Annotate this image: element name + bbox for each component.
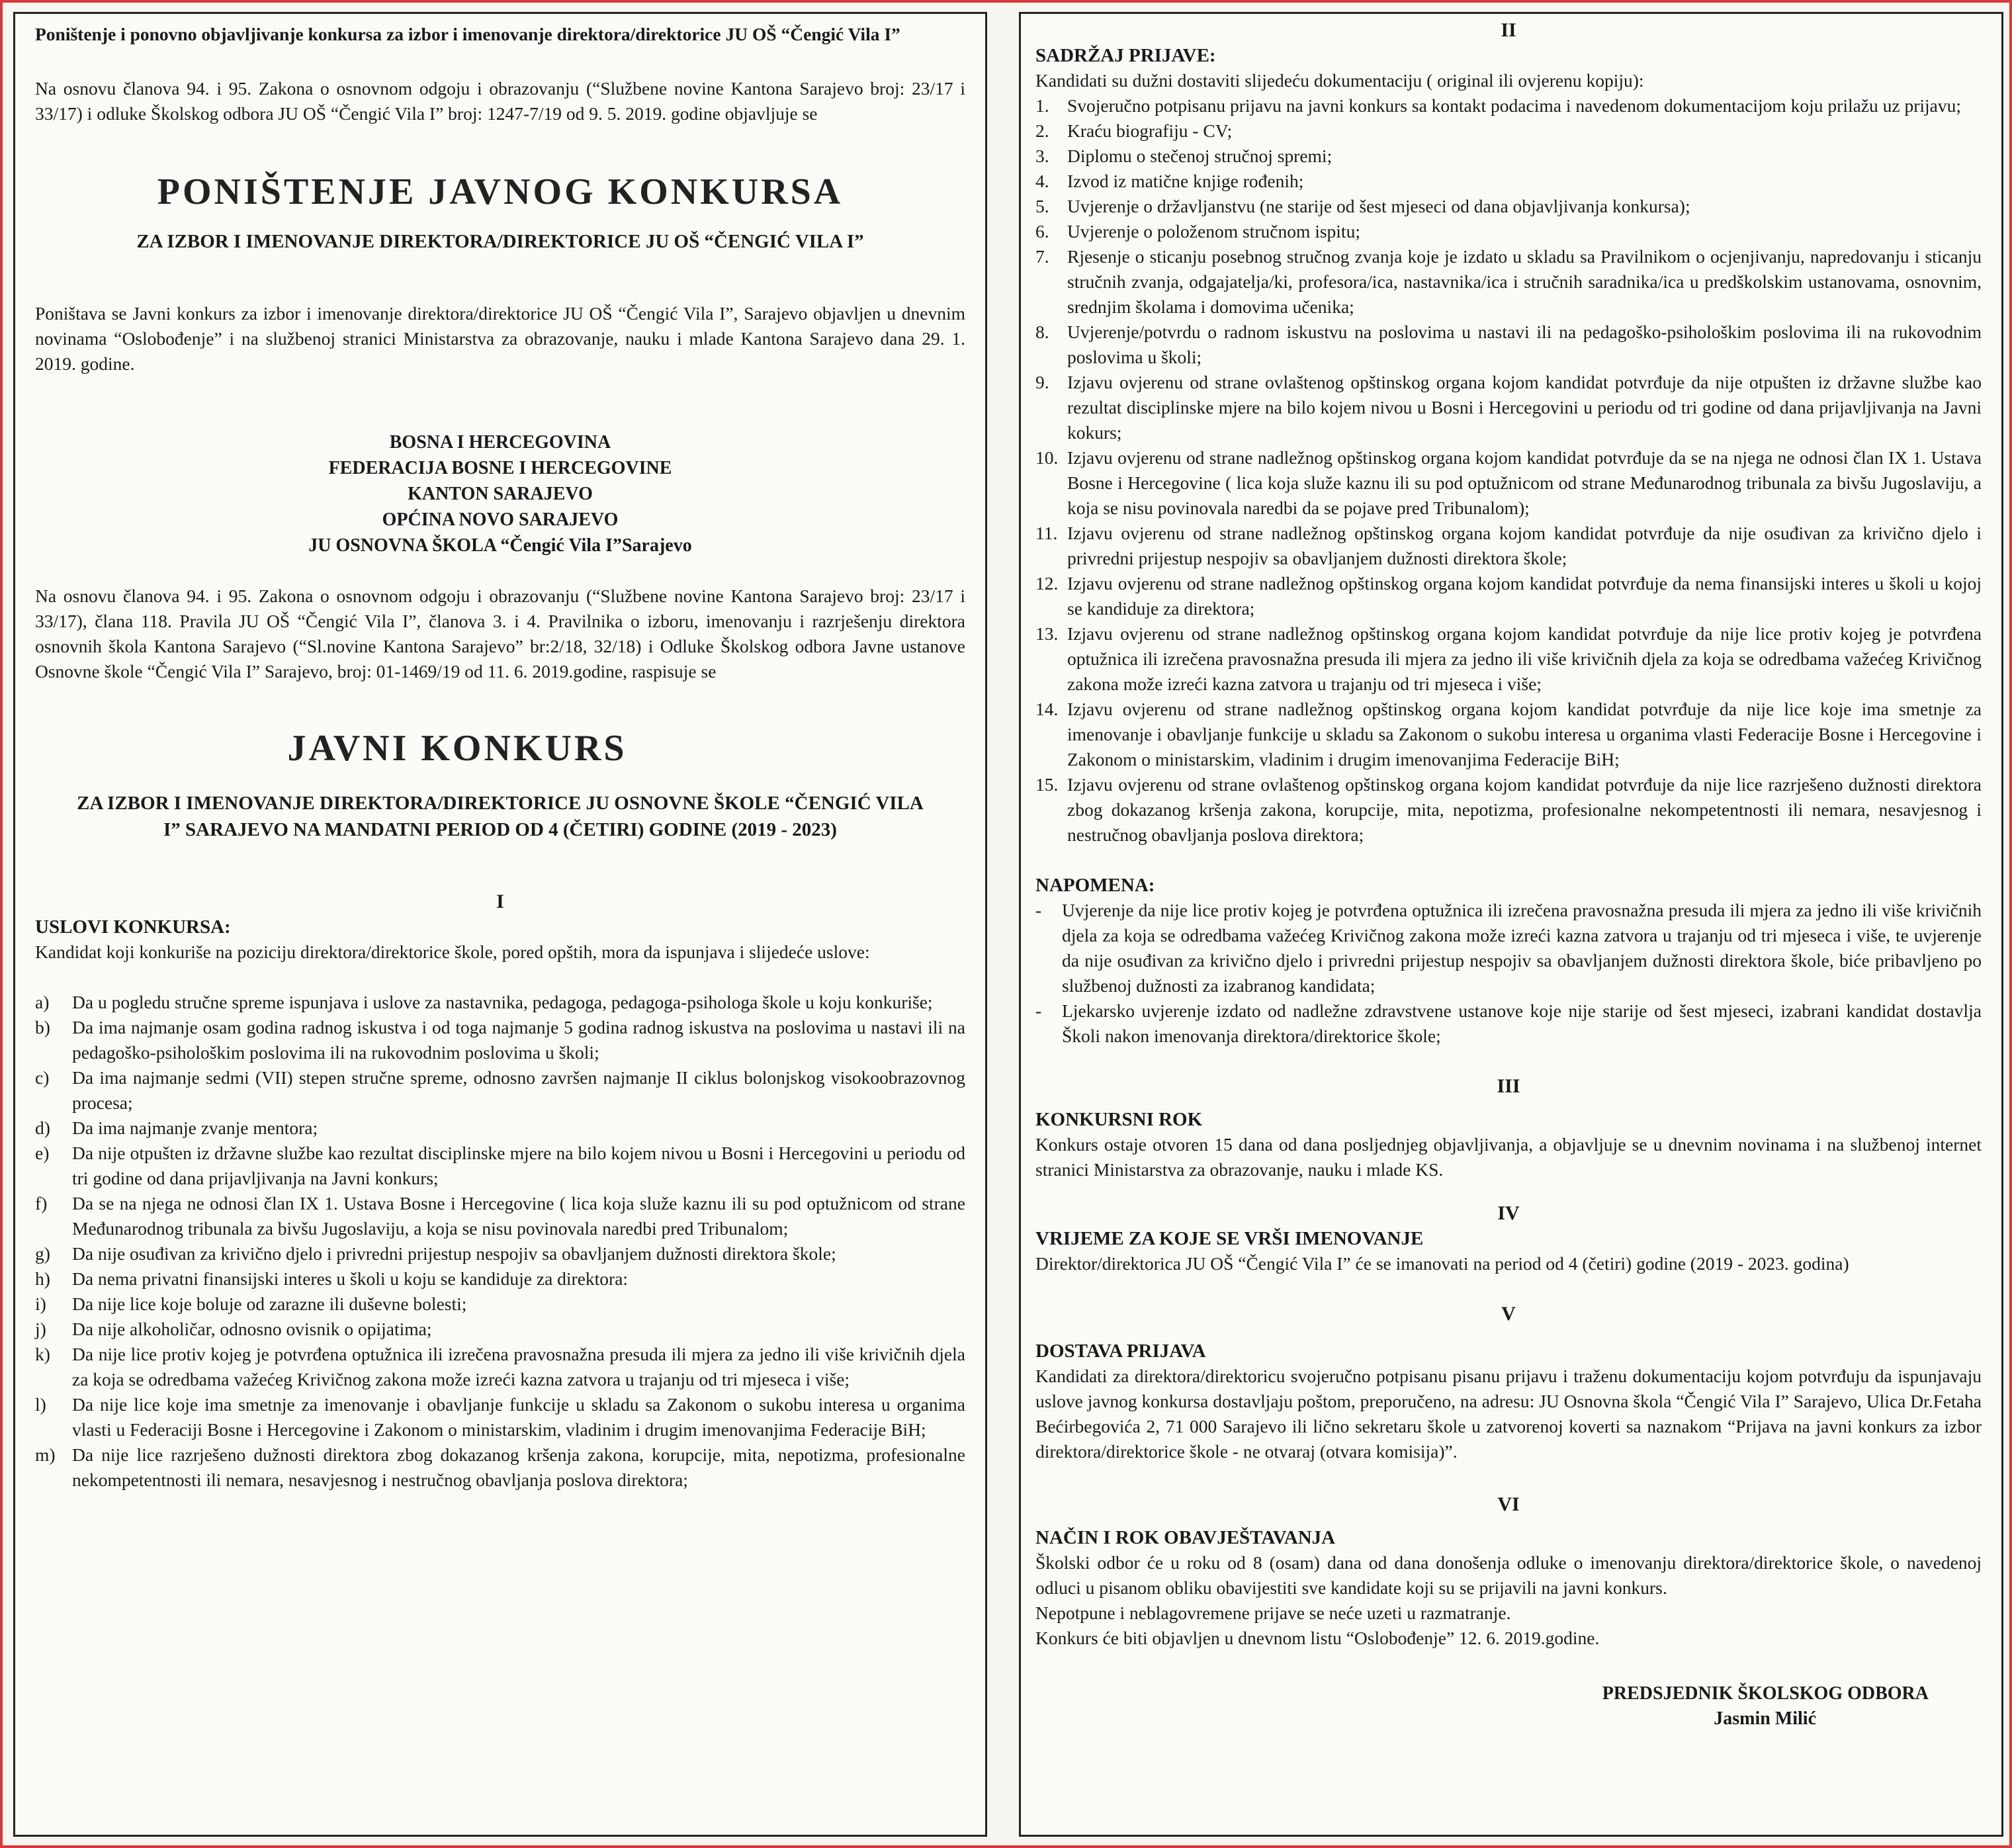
header-line: BOSNA I HERCEGOVINA xyxy=(389,432,611,453)
contest-subtitle: ZA IZBOR I IMENOVANJE DIREKTORA/DIREKTORICE JU OSNOVNE ŠKOLE “ČENGIĆ VILA I” SARAJEVO NA MANDATNI PERIOD OD 4 (ČETIRI) GODINE (2019 - 2023) xyxy=(77,793,924,840)
section-text: Konkurs će biti objavljen u dnevnom listu “Oslobođenje” 12. 6. 2019.godine. xyxy=(1035,1628,1600,1648)
section-number: IV xyxy=(1497,1202,1520,1224)
signature-block xyxy=(1035,1681,1982,1732)
annulment-text: Poništava se Javni konkurs za izbor i imenovanje direktora/direktorice JU OŠ “Čengić Vila I”, Sarajevo objavljen u dnevnim novinama “Oslobođenje” i na službenoj stranici Ministarstva za obrazovanje, nauku i mlade Kantona Sarajevo dana 29. 1. 2019. godine. xyxy=(35,303,965,374)
list-item: f) Da se na njega ne odnosi član IX 1. Ustava Bosne i Hercegovine ( lica koja služe kaznu ili su pod optužnicom od strane Međunarodnog tribunala za bivšu Jugoslaviju, a koja se nisu povinovala naredbi pred Tribunalom; xyxy=(35,1193,965,1239)
header-line: OPĆINA NOVO SARAJEVO xyxy=(382,509,619,530)
list-item: 4. Izvod iz matične knjige rođenih; xyxy=(1035,171,1304,191)
list-item: j) Da nije alkoholičar, odnosno ovisnik o opijatima; xyxy=(35,1319,432,1339)
section-heading: KONKURSNI ROK xyxy=(1035,1109,1203,1130)
section-text: Direktor/direktorica JU OŠ “Čengić Vila I” će se imanovati na period od 4 (četiri) godine (2019 - 2023. godina) xyxy=(1035,1253,1849,1274)
section-heading: DOSTAVA PRIJAVA xyxy=(1035,1341,1206,1362)
list-item: 12. Izjavu ovjerenu od strane nadležnog opštinskog organa kojom kandidat potvrđuje da nema finansijski interes u školi u kojoj se kandiduje za direktora; xyxy=(1035,573,1982,619)
annulment-heading: Poništenje i ponovno objavljivanje konkursa za izbor i imenovanje direktora/direktorice JU OŠ “Čengić Vila I” xyxy=(35,24,900,44)
list-item: 5. Uvjerenje o državljanstvu (ne starije od šest mjeseci od dana objavljivanja konkursa); xyxy=(1035,196,1690,216)
list-item: 3. Diplomu o stečenoj stručnoj spremi; xyxy=(1035,146,1333,166)
list-item: l) Da nije lice koje ima smetnje za imenovanje i obavljanje funkcije u skladu sa Zakonom o sukobu interesa u organima vlasti u Federaciji Bosne i Hercegovine i Zakonom o ministarskim, vladinim i drugim imenovanjima Federacije BiH; xyxy=(35,1394,965,1440)
signature-name: Jasmin Milić xyxy=(1714,1708,1816,1729)
contest-title: JAVNI KONKURS xyxy=(287,728,627,769)
section-heading: SADRŽAJ PRIJAVE: xyxy=(1035,45,1216,66)
section-text: Nepotpune i neblagovremene prijave se neće uzeti u razmatranje. xyxy=(1035,1603,1511,1623)
header-line: KANTON SARAJEVO xyxy=(408,484,593,504)
section-heading: USLOVI KONKURSA: xyxy=(35,916,231,938)
left-column xyxy=(13,12,987,1837)
annulment-intro: Na osnovu članova 94. i 95. Zakona o osnovnom odgoju i obrazovanju (“Službene novine Kantona Sarajevo broj: 23/17 i 33/17) i odluke Školskog odbora JU OŠ “Čengić Vila I” broj: 1247-7/19 od 9. 5. 2019. godine objavljuje se xyxy=(35,78,965,124)
list-item: 9. Izjavu ovjerenu od strane ovlaštenog opštinskog organa kojom kandidat potvrđuje da nije otpušten iz državne službe kao rezultat disciplinske mjere na bilo kojem nivou u Bosni i Hercegovini u periodu od tri godine od dana prijavljivanja na Javni kokurs; xyxy=(1035,372,1982,443)
list-item: m) Da nije lice razrješeno dužnosti direktora zbog dokazanog kršenja zakona, korupcije, mita, nepotizma, profesionalne nekompetentnosti ili nemara, nesavjesnog i nestručnog obavljanja poslova direktora; xyxy=(35,1444,965,1490)
section-number: VI xyxy=(1497,1493,1520,1515)
list-item: i) Da nije lice koje boluje od zarazne ili duševne bolesti; xyxy=(35,1294,467,1314)
list-item: - Uvjerenje da nije lice protiv kojeg je potvrđena optužnica ili izrečena pravosnažna presuda ili mjera za jedno ili više krivičnih djela za koja se odredbama važećeg Krivičnog zakona može izreći kazna zatvora u trajanju od tri mjeseca i više, te uvjerenje da nije osuđivan za krivično djelo i privredni prijestup nespojiv sa obavljanjem dužnosti direktora škole, biće pribavljeno po službenoj dužnosti za izabranog kandidata; xyxy=(1035,900,1982,996)
list-item: e) Da nije otpušten iz državne službe kao rezultat disciplinske mjere na bilo kojem nivou u Bosni i Hercegovini u periodu od tri godine od dana prijavljivanja na Javni konkurs; xyxy=(35,1143,965,1188)
header-line: JU OSNOVNA ŠKOLA “Čengić Vila I”Sarajevo xyxy=(308,535,692,556)
list-item: - Ljekarsko uvjerenje izdato od nadležne zdravstvene ustanove koje nije starije od šest mjeseci, izabrani kandidat dostavlja Školi nakon imenovanja direktora/direktorice škole; xyxy=(1035,1000,1982,1046)
list-item: g) Da nije osuđivan za krivično djelo i privredni prijestup nespojiv sa obavljanjem dužnosti direktora škole; xyxy=(35,1243,836,1264)
conditions-list xyxy=(35,990,965,1493)
note-heading: NAPOMENA: xyxy=(1035,875,1155,896)
list-item: b) Da ima najmanje osam godina radnog iskustva i od toga najmanje 5 godina radnog iskustva na poslovima u nastavi ili na pedagoško-psihološkim poslovima ili na rukovodnim poslovima u školi; xyxy=(35,1017,965,1063)
list-item: 15. Izjavu ovjerenu od strane ovlaštenog opštinskog organa kojom kandidat potvrđuje da nije lice razrješeno dužnosti direktora zbog dokazanog kršenja zakona, korupcije, mita, nepotizma, profesionalne nekompetentnosti ili nemara, nesavjesnog i nestručnog obavljanja poslova direktora; xyxy=(1035,774,1982,845)
list-item: 13. Izjavu ovjerenu od strane nadležnog opštinskog organa kojom kandidat potvrđuje da nije lice protiv kojeg je potvrđena optužnica ili izrečena pravosnažna presuda ili mjera za jedno ili više krivičnih djela za koja se odredbama važećeg Krivičnog zakona može izreći kazna zatvora u trajanju od tri mjeseca i više; xyxy=(1035,623,1982,694)
list-item: 1. Svojeručno potpisanu prijavu na javni konkurs sa kontakt podacima i navedenom dokumentacijom koju prilažu uz prijavu; xyxy=(1035,95,1962,116)
list-item: k) Da nije lice protiv kojeg je potvrđena optužnica ili izrečena pravosnažna presuda ili mjera za jedno ili više krivičnih djela za koja se odredbama važećeg Krivičnog zakona može izreći kazna zatvora u trajanju od tri mjeseca i više; xyxy=(35,1344,965,1389)
section-text: Kandidati za direktora/direktoricu svojeručno potpisanu pisanu prijavu i traženu dokumentaciju kojom potvrđuju da ispunjavaju uslove javnog konkursa dostavljaju poštom, preporučeno, na adresu: JU Osnovna škola “Čengić Vila I” Sarajevo, Ulica Dr.Fetaha Bećirbegovića 2, 71 000 Sarajevo ili lično sekretaru škole u zatvorenoj koverti sa naznakom “Prijava na javni konkurs za izbor direktora/direktorice škole - ne otvaraj (otvara komisija)”. xyxy=(1035,1366,1982,1462)
documents-list xyxy=(1035,93,1982,848)
list-item: 7. Rjesenje o sticanju posebnog stručnog zvanja koje je izdato u skladu sa Pravilnikom o ocjenjivanju, napredovanju i sticanju stručnih zvanja, odgajatelja/ki, profesora/ica, nastavnika/ica i stručnih saradnika/ica u predškolskim ustanovama, osnovnim, srednjim školama i domovima učenika; xyxy=(1035,246,1982,317)
list-item: h) Da nema privatni finansijski interes u školi u koju se kandiduje za direktora: xyxy=(35,1268,629,1289)
list-item: d) Da ima najmanje zvanje mentora; xyxy=(35,1118,318,1138)
section-text: Školski odbor će u roku od 8 (osam) dana od dana donošenja odluke o imenovanju direktora/direktorice škole, o navedenoj odluci u pisanom obliku obavijestiti sve kandidate koji su se prijavili na javni konkurs. xyxy=(1035,1552,1982,1598)
section-text: Konkurs ostaje otvoren 15 dana od dana posljednjeg objavljivanja, a objavljuje se u dnevnim novinama i na službenoj internet stranici Ministarstva za obrazovanje, nauku i mlade KS. xyxy=(1035,1134,1982,1180)
contest-intro: Na osnovu članova 94. i 95. Zakona o osnovnom odgoju i obrazovanju (“Službene novine Kantona Sarajevo broj: 23/17 i 33/17), člana 118. Pravila JU OŠ “Čengić Vila I”, članova 3. i 4. Pravilnika o izboru, imenovanju i razrješenju direktora osnovnih škola Kantona Sarajevo (“Sl.novine Kantona Sarajevo” br:2/18, 32/18) i Odluke Školskog odbora Javne ustanove Osnovne škole “Čengić Vila I” Sarajevo, broj: 01-1469/19 od 11. 6. 2019.godine, raspisuje se xyxy=(35,586,965,682)
signature-title: PREDSJEDNIK ŠKOLSKOG ODBORA xyxy=(1602,1683,1929,1704)
header-line: FEDERACIJA BOSNE I HERCEGOVINE xyxy=(328,458,672,478)
section-intro: Kandidati su dužni dostaviti slijedeću dokumentaciju ( original ili ovjerenu kopiju): xyxy=(1035,70,1644,91)
institution-header xyxy=(35,429,965,558)
list-item: 2. Kraću biografiju - CV; xyxy=(1035,120,1233,141)
section-heading: NAČIN I ROK OBAVJEŠTAVANJA xyxy=(1035,1527,1336,1548)
section-number: III xyxy=(1497,1075,1520,1097)
notes-list xyxy=(1035,898,1982,1049)
section-heading: VRIJEME ZA KOJE SE VRŠI IMENOVANJE xyxy=(1035,1228,1424,1249)
annulment-title: PONIŠTENJE JAVNOG KONKURSA xyxy=(157,171,844,212)
section-number: V xyxy=(1501,1303,1516,1325)
list-item: 10. Izjavu ovjerenu od strane nadležnog opštinskog organa kojom kandidat potvrđuje da se na njega ne odnosi član IX 1. Ustava Bosne i Hercegovine ( lica koja služe kaznu ili su pod optužnicom od strane Međunarodnog tribunala za bivšu Jugoslaviju, a koja se nisu povinovala naredbi da se pojave pred Tribunalom); xyxy=(1035,447,1982,518)
list-item: a) Da u pogledu stručne spreme ispunjava i uslove za nastavnika, pedagoga, pedagoga-psihologa škole u koju konkuriše; xyxy=(35,992,933,1012)
section-number: II xyxy=(1501,19,1516,41)
right-column xyxy=(1019,12,2003,1837)
annulment-subtitle: ZA IZBOR I IMENOVANJE DIREKTORA/DIREKTORICE JU OŠ “ČENGIĆ VILA I” xyxy=(136,231,864,252)
list-item: 8. Uvjerenje/potvrdu o radnom iskustvu na poslovima u nastavi ili na pedagoško-psihološkim poslovima ili na rukovodnim poslovima u školi; xyxy=(1035,322,1982,367)
list-item: 14. Izjavu ovjerenu od strane nadležnog opštinskog organa kojom kandidat potvrđuje da nije lice koje ima smetnje za imenovanje i obavljanje funkcije u skladu sa Zakonom o sukobu interesa u organima vlasti Federacije Bosne i Hercegovine i Zakonom o ministarskim, vladinim i drugim imenovanjima Federacije BiH; xyxy=(1035,699,1982,770)
section-intro: Kandidat koji konkuriše na poziciju direktora/direktorice škole, pored opštih, mora da ispunjava i slijedeće uslove: xyxy=(35,942,870,962)
list-item: c) Da ima najmanje sedmi (VII) stepen stručne spreme, odnosno završen najmanje II ciklus bolonjskog visokoobrazovnog procesa; xyxy=(35,1067,965,1113)
section-number: I xyxy=(496,891,504,912)
list-item: 6. Uvjerenje o položenom stručnom ispitu; xyxy=(1035,221,1360,242)
list-item: 11. Izjavu ovjerenu od strane nadležnog opštinskog organa kojom kandidat potvrđuje da nije osuđivan za krivično djelo i privredni prijestup nespojiv sa obavljanjem dužnosti direktora škole; xyxy=(1035,523,1982,568)
